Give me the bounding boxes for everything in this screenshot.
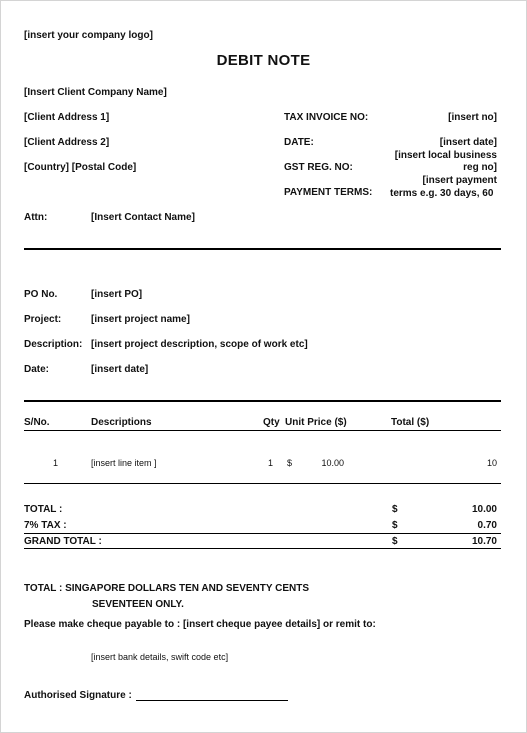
grand-total-value: 10.70: [471, 536, 497, 547]
gst-value-line2: reg no]: [463, 162, 497, 173]
row-unit-price: 10.00: [321, 458, 344, 468]
row-description: [insert line item ]: [91, 458, 157, 468]
attn-value: [Insert Contact Name]: [91, 212, 195, 223]
logo-placeholder: [insert your company logo]: [24, 30, 153, 41]
page-title: DEBIT NOTE: [216, 52, 311, 69]
bank-details: [insert bank details, swift code etc]: [91, 652, 229, 662]
amount-in-words-line1: TOTAL : SINGAPORE DOLLARS TEN AND SEVENTY CENTS: [24, 583, 310, 594]
table-bottom-border: [24, 483, 501, 484]
row-qty: 1: [268, 458, 274, 468]
project-date-label: Date:: [24, 364, 50, 375]
row-total: 10: [486, 458, 497, 468]
col-header-sno: S/No.: [24, 417, 50, 428]
grand-total-bottom-border: [24, 548, 501, 549]
client-address-2: [Client Address 2]: [24, 137, 110, 148]
client-company: [Insert Client Company Name]: [24, 87, 167, 98]
grand-total-top-border: [24, 533, 501, 534]
cheque-payable-text: Please make cheque payable to : [insert cheque payee details] or remit to:: [24, 619, 376, 630]
payment-terms-label: PAYMENT TERMS:: [284, 187, 373, 198]
payment-value-line1: [insert payment: [422, 175, 497, 186]
tax-currency: $: [392, 520, 398, 531]
gst-label: GST REG. NO:: [284, 162, 353, 173]
signature-row: [24, 690, 288, 701]
col-header-qty: Qty: [263, 417, 280, 428]
total-label: TOTAL :: [24, 504, 63, 515]
po-value: [insert PO]: [91, 289, 143, 300]
tax-label: 7% TAX :: [24, 520, 67, 531]
row-currency: $: [287, 458, 293, 468]
total-currency: $: [392, 504, 398, 515]
tax-invoice-label: TAX INVOICE NO:: [284, 112, 369, 123]
tax-value: 0.70: [477, 520, 497, 531]
grand-total-label: GRAND TOTAL :: [24, 536, 102, 547]
client-address-1: [Client Address 1]: [24, 112, 110, 123]
row-sno: 1: [53, 458, 59, 468]
description-value: [insert project description, scope of work etc]: [91, 339, 308, 350]
col-header-total: Total ($): [391, 417, 430, 428]
total-value: 10.00: [471, 504, 497, 515]
section-divider: [24, 248, 501, 250]
col-header-descriptions: Descriptions: [91, 417, 152, 428]
date-label: DATE:: [284, 137, 314, 148]
amount-in-words-line2: SEVENTEEN ONLY.: [92, 599, 184, 610]
gst-value-line1: [insert local business: [394, 150, 497, 161]
grand-total-currency: $: [392, 536, 398, 547]
tax-invoice-value: [insert no]: [448, 112, 497, 123]
description-label: Description:: [24, 339, 83, 350]
signature-line: [136, 690, 288, 701]
signature-label: Authorised Signature :: [24, 690, 132, 701]
client-country: [Country] [Postal Code]: [24, 162, 137, 173]
date-value: [insert date]: [439, 137, 497, 148]
project-label: Project:: [24, 314, 62, 325]
payment-value-line2: terms e.g. 30 days, 60: [390, 188, 494, 199]
po-label: PO No.: [24, 289, 58, 300]
table-header-divider: [24, 430, 501, 431]
col-header-unit-price: Unit Price ($): [285, 417, 347, 428]
table-top-border: [24, 400, 501, 402]
attn-label: Attn:: [24, 212, 48, 223]
project-date-value: [insert date]: [91, 364, 149, 375]
project-value: [insert project name]: [91, 314, 190, 325]
